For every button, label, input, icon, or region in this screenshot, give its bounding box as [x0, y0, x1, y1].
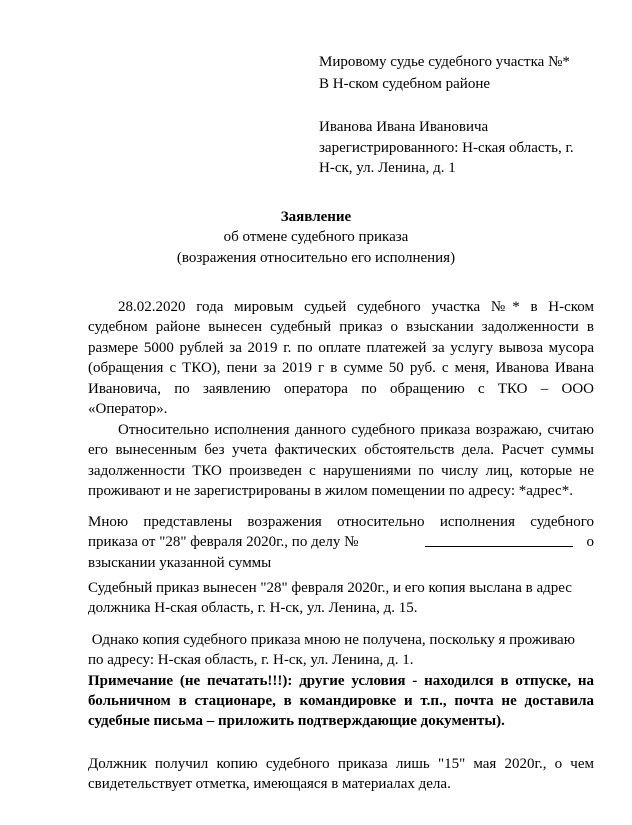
document-title: Заявление [280, 209, 352, 225]
paragraph-5-line: Однако копия судебного приказа мною не получена, поскольку я проживаю [88, 632, 575, 648]
paragraph-3-line-2 [88, 532, 594, 553]
note-line: судебные письма – приложить подтверждающие документы). [88, 713, 505, 729]
paragraph-2-line: проживают и не зарегистрированы в жилом помещении по адресу: *адрес*. [88, 483, 573, 499]
paragraph-3-line: взыскании указанной суммы [88, 555, 272, 571]
applicant-address-line-1: зарегистрированного: Н-ская область, г. [319, 140, 574, 156]
document-subtitle-2: (возражения относительно его исполнения) [176, 250, 456, 266]
paragraph-6-line: Должник получил копию судебного приказа лишь "15" мая 2020г., о чем [88, 756, 594, 772]
note-line: Примечание (не печатать!!!): другие условия - находился в отпуске, на [88, 673, 594, 689]
paragraph-4-line: должника Н-ская область, г. Н-ск, ул. Ленина, д. 15. [88, 600, 418, 616]
case-reference-text: приказа от "28" февраля 2020г., по делу № [88, 534, 359, 550]
addressee-line: Мировому судье судебного участка №* [319, 54, 570, 70]
paragraph-6-line: свидетельствует отметка, имеющаяся в материалах дела. [88, 776, 451, 792]
paragraph-1-line: Ивановича, по заявлению оператора по обращению с ТКО – ООО [88, 381, 594, 397]
court-district-line: В Н-ском судебном районе [319, 76, 491, 92]
note-line: больничном в стационаре, в командировке и т.п., почта не доставила [88, 693, 594, 709]
paragraph-2-line: задолженности ТКО произведен с нарушениями по числу лиц, которые не [88, 463, 594, 479]
paragraph-5-line: по адресу: Н-ская область, г. Н-ск, ул. Ленина, д. 1. [88, 652, 414, 668]
paragraph-4-line: Судебный приказ вынесен "28" февраля 2020г., и его копия выслана в адрес [88, 580, 572, 596]
paragraph-1-line: судебном районе вынесен судебный приказ о взыскании задолженности в [88, 319, 594, 335]
case-number-blank [425, 532, 573, 547]
case-reference-end: о [586, 534, 594, 550]
paragraph-2-line: Относительно исполнения данного судебного приказа возражаю, считаю [118, 422, 594, 438]
applicant-address-line-2: Н-ск, ул. Ленина, д. 1 [319, 160, 456, 176]
paragraph-1-line: 28.02.2020 года мировым судьей судебного участка №* в Н-ском [118, 299, 594, 315]
paragraph-1-line: «Оператор». [88, 401, 168, 417]
applicant-name: Иванова Ивана Ивановича [319, 119, 489, 135]
document-subtitle: об отмене судебного приказа [223, 229, 409, 245]
paragraph-2-line: его вынесенным без учета фактических обстоятельств дела. Расчет суммы [88, 442, 594, 458]
paragraph-3-line: Мною представлены возражения относительно исполнения судебного [88, 514, 594, 530]
paragraph-1-line: (обращения с ТКО), пени за 2019 г в сумме 50 руб. с меня, Иванова Ивана [88, 360, 594, 376]
paragraph-1-line: размере 5000 рублей за 2019 г. по оплате платежей за услугу вывоза мусора [88, 340, 594, 356]
